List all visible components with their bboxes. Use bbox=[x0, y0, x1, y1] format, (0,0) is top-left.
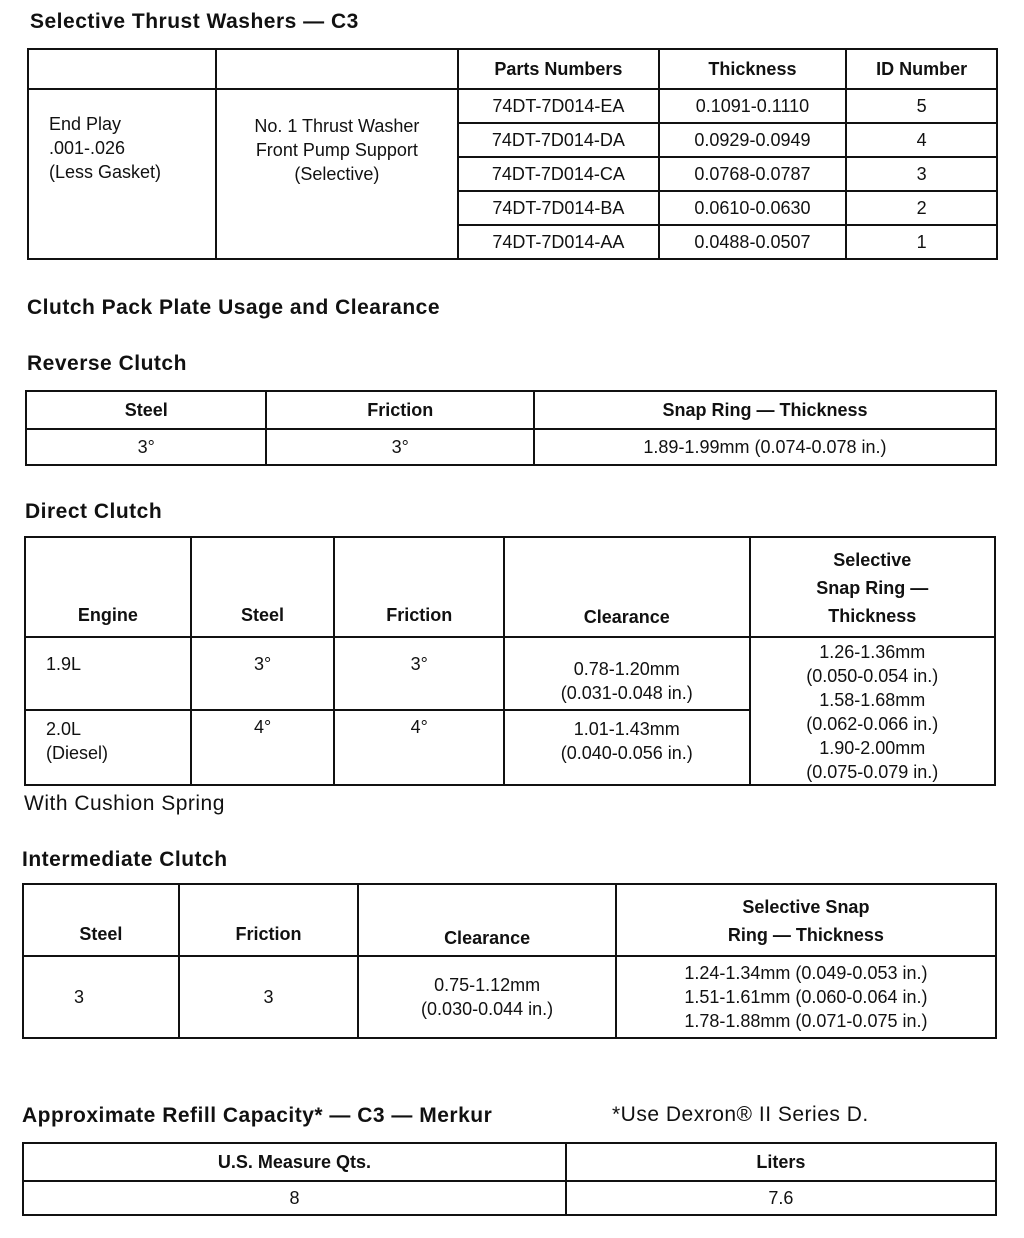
header-line: Ring — Thickness bbox=[727, 925, 884, 945]
thrust-washers-title: Selective Thrust Washers — C3 bbox=[30, 10, 359, 33]
clearance-line: (0.031-0.048 in.) bbox=[560, 682, 693, 703]
thickness-value: 0.0610-0.0630 bbox=[659, 191, 847, 225]
clearance-line: 1.01-1.43mm bbox=[573, 718, 680, 739]
part-number: 74DT-7D014-BA bbox=[458, 191, 659, 225]
id-number: 4 bbox=[846, 123, 997, 157]
header-clearance: Clearance bbox=[504, 537, 749, 637]
snap-ring-values bbox=[750, 637, 996, 785]
friction-value: 3 bbox=[179, 956, 359, 1038]
header-line: Selective Snap bbox=[742, 897, 870, 917]
header-line: Snap Ring — bbox=[816, 578, 929, 598]
direct-clutch-title: Direct Clutch bbox=[25, 500, 163, 523]
steel-value: 4° bbox=[191, 710, 335, 785]
header-engine: Engine bbox=[25, 537, 191, 637]
end-play-cell bbox=[28, 89, 216, 259]
steel-value: 3° bbox=[191, 637, 335, 710]
part-number: 74DT-7D014-EA bbox=[458, 89, 659, 123]
snap-ring-line: 1.58-1.68mm bbox=[819, 690, 926, 710]
engine-value bbox=[25, 710, 191, 785]
reverse-clutch-table bbox=[25, 390, 997, 466]
thrust-washers-table bbox=[27, 48, 998, 260]
header-id-number: ID Number bbox=[846, 49, 997, 89]
snap-ring-line: 1.51-1.61mm (0.060-0.064 in.) bbox=[684, 987, 928, 1007]
clearance-line: (0.040-0.056 in.) bbox=[560, 742, 693, 763]
snap-ring-line: 1.90-2.00mm bbox=[819, 738, 926, 758]
engine-value bbox=[25, 637, 191, 710]
id-number: 2 bbox=[846, 191, 997, 225]
thickness-value: 0.0929-0.0949 bbox=[659, 123, 847, 157]
header-steel: Steel bbox=[26, 391, 266, 429]
snap-ring-line: 1.26-1.36mm bbox=[819, 642, 926, 662]
empty-header-cell bbox=[28, 49, 216, 89]
clearance-line: 0.78-1.20mm bbox=[573, 658, 680, 679]
clearance-line: 0.75-1.12mm bbox=[434, 975, 541, 995]
washer-desc-line: Front Pump Support bbox=[255, 140, 418, 160]
id-number: 3 bbox=[846, 157, 997, 191]
clutch-pack-title: Clutch Pack Plate Usage and Clearance bbox=[27, 296, 440, 319]
reverse-clutch-title: Reverse Clutch bbox=[27, 352, 187, 375]
friction-value: 3° bbox=[334, 637, 504, 710]
header-liters: Liters bbox=[566, 1143, 996, 1181]
header-selective-snap-ring bbox=[750, 537, 996, 637]
thickness-value: 0.0768-0.0787 bbox=[659, 157, 847, 191]
thickness-value: 0.1091-0.1110 bbox=[659, 89, 847, 123]
snap-ring-line: (0.050-0.054 in.) bbox=[806, 666, 939, 686]
header-us-quarts: U.S. Measure Qts. bbox=[23, 1143, 566, 1181]
header-snap-ring: Snap Ring — Thickness bbox=[534, 391, 996, 429]
intermediate-clutch-title: Intermediate Clutch bbox=[22, 848, 228, 871]
thickness-value: 0.0488-0.0507 bbox=[659, 225, 847, 259]
steel-value: 3 bbox=[23, 956, 179, 1038]
id-number: 1 bbox=[846, 225, 997, 259]
washer-desc-cell bbox=[216, 89, 458, 259]
snap-ring-line: (0.062-0.066 in.) bbox=[806, 714, 939, 734]
snap-ring-line: 1.24-1.34mm (0.049-0.053 in.) bbox=[684, 963, 928, 983]
part-number: 74DT-7D014-DA bbox=[458, 123, 659, 157]
washer-desc-line: No. 1 Thrust Washer bbox=[254, 116, 420, 136]
header-parts-numbers: Parts Numbers bbox=[458, 49, 659, 89]
direct-clutch-table bbox=[24, 536, 996, 786]
header-friction: Friction bbox=[179, 884, 359, 956]
header-selective-snap-ring bbox=[616, 884, 996, 956]
cushion-spring-note: With Cushion Spring bbox=[24, 792, 225, 815]
dexron-note: *Use Dexron® II Series D. bbox=[612, 1103, 869, 1126]
empty-header-cell bbox=[216, 49, 458, 89]
engine-line: (Diesel) bbox=[46, 742, 109, 763]
clearance-value bbox=[504, 710, 749, 785]
liters-value: 7.6 bbox=[566, 1181, 996, 1215]
snap-ring-value: 1.89-1.99mm (0.074-0.078 in.) bbox=[534, 429, 996, 465]
intermediate-clutch-table bbox=[22, 883, 997, 1039]
header-friction: Friction bbox=[334, 537, 504, 637]
end-play-label: End Play bbox=[49, 114, 122, 134]
snap-ring-values bbox=[616, 956, 996, 1038]
engine-line: 1.9L bbox=[46, 654, 82, 674]
end-play-range: .001-.026 bbox=[49, 138, 126, 158]
steel-value: 3° bbox=[26, 429, 266, 465]
friction-value: 3° bbox=[266, 429, 533, 465]
clearance-value bbox=[504, 637, 749, 710]
header-steel: Steel bbox=[191, 537, 335, 637]
snap-ring-line: (0.075-0.079 in.) bbox=[806, 762, 939, 782]
refill-capacity-title: Approximate Refill Capacity* — C3 — Merkur bbox=[22, 1104, 493, 1127]
washer-desc-line: (Selective) bbox=[294, 164, 380, 184]
part-number: 74DT-7D014-CA bbox=[458, 157, 659, 191]
clearance-value bbox=[358, 956, 615, 1038]
us-quarts-value: 8 bbox=[23, 1181, 566, 1215]
refill-capacity-table bbox=[22, 1142, 997, 1216]
header-thickness: Thickness bbox=[659, 49, 847, 89]
header-steel: Steel bbox=[23, 884, 179, 956]
header-friction: Friction bbox=[266, 391, 533, 429]
engine-line: 2.0L bbox=[46, 718, 82, 739]
end-play-note: (Less Gasket) bbox=[49, 162, 162, 182]
snap-ring-line: 1.78-1.88mm (0.071-0.075 in.) bbox=[684, 1011, 928, 1031]
friction-value: 4° bbox=[334, 710, 504, 785]
header-clearance: Clearance bbox=[358, 884, 615, 956]
clearance-line: (0.030-0.044 in.) bbox=[421, 999, 554, 1019]
header-line: Thickness bbox=[828, 606, 917, 626]
part-number: 74DT-7D014-AA bbox=[458, 225, 659, 259]
id-number: 5 bbox=[846, 89, 997, 123]
header-line: Selective bbox=[833, 550, 912, 570]
